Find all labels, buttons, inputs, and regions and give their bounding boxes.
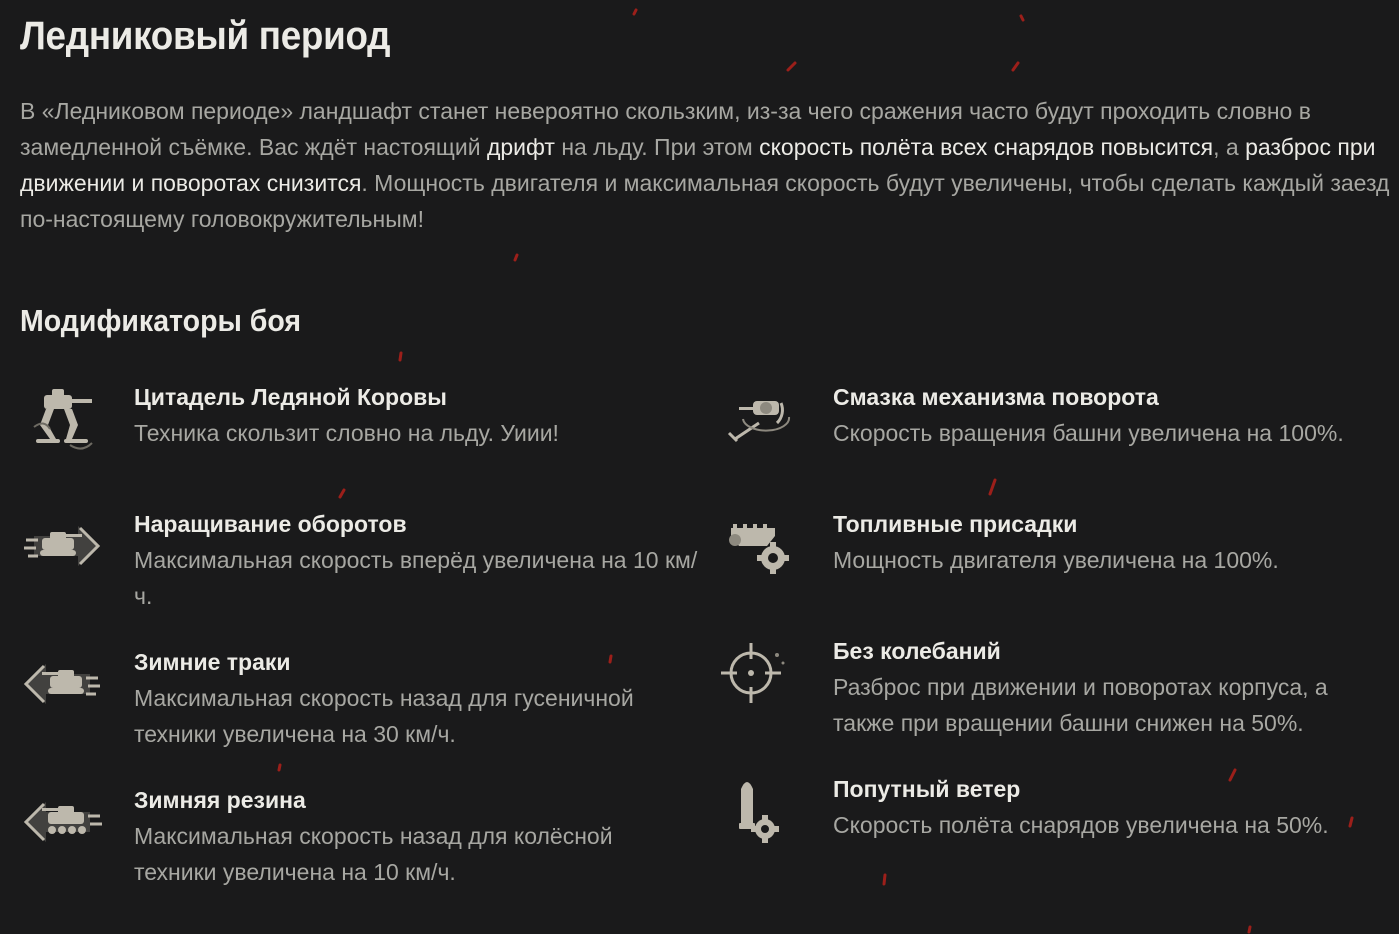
modifier-name: Смазка механизма поворота: [833, 384, 1159, 410]
modifier-item: [719, 506, 1379, 586]
intro-text-3: , а: [1213, 134, 1246, 160]
modifier-item: [20, 782, 710, 890]
intro-text-2: на льду. При этом: [554, 134, 760, 160]
intro-text-4: . Мощность двигателя и максимальная скорость будут увеличены, чтобы сделать каждый заезд по-настоящему головокружительным!: [20, 170, 1390, 232]
intro-paragraph: [20, 93, 1390, 237]
intro-highlight-shell-speed: скорость полёта всех снарядов повысится: [759, 134, 1214, 160]
intro-highlight-drift: дрифт: [486, 134, 555, 160]
reverse-tracks-icon: [20, 644, 104, 724]
intro-highlight-dispersion: разброс при движении и поворотах снизится: [20, 134, 1376, 196]
crosshair-icon: [719, 633, 803, 713]
modifier-description: Скорость вращения башни увеличена на 100%.: [833, 420, 1344, 446]
modifier-description: Техника скользит словно на льду. Уиии!: [134, 420, 559, 446]
intro-text-1: В «Ледниковом периоде» ландшафт станет невероятно скользким, из-за чего сражения часто будут проходить словно в замедленной съёмке. Вас ждёт настоящий: [20, 98, 1311, 160]
modifiers-list: [20, 379, 1395, 919]
modifier-item: [719, 771, 1379, 851]
modifier-name: Попутный ветер: [833, 776, 1021, 802]
reverse-wheels-icon: [20, 782, 104, 862]
modifier-description: Максимальная скорость назад для колёсной техники увеличена на 10 км/ч.: [134, 823, 613, 885]
modifier-name: Без колебаний: [833, 638, 1001, 664]
modifier-name: Топливные присадки: [833, 511, 1078, 537]
modifier-name: Зимняя резина: [134, 787, 306, 813]
modifier-name: Наращивание оборотов: [134, 511, 407, 537]
modifier-name: Зимние траки: [134, 649, 291, 675]
section-title: Модификаторы боя: [20, 303, 302, 338]
modifier-item: [20, 644, 710, 752]
turret-rotation-icon: [719, 379, 803, 459]
modifier-name: Цитадель Ледяной Коровы: [134, 384, 447, 410]
page-title: Ледниковый период: [20, 14, 391, 58]
modifier-item: [20, 506, 710, 614]
modifier-item: [719, 633, 1379, 741]
modifier-item: [20, 379, 710, 459]
walker-tank-icon: [20, 379, 104, 459]
modifier-item: [719, 379, 1379, 459]
shell-gear-icon: [719, 771, 803, 851]
modifier-description: Максимальная скорость назад для гусеничной техники увеличена на 30 км/ч.: [134, 685, 634, 747]
modifier-description: Мощность двигателя увеличена на 100%.: [833, 547, 1279, 573]
modifier-description: Скорость полёта снарядов увеличена на 50%.: [833, 812, 1329, 838]
forward-speed-icon: [20, 506, 104, 586]
modifier-description: Максимальная скорость вперёд увеличена на 10 км/ч.: [134, 547, 698, 609]
engine-gear-icon: [719, 506, 803, 586]
modifier-description: Разброс при движении и поворотах корпуса, а также при вращении башни снижен на 50%.: [833, 674, 1328, 736]
